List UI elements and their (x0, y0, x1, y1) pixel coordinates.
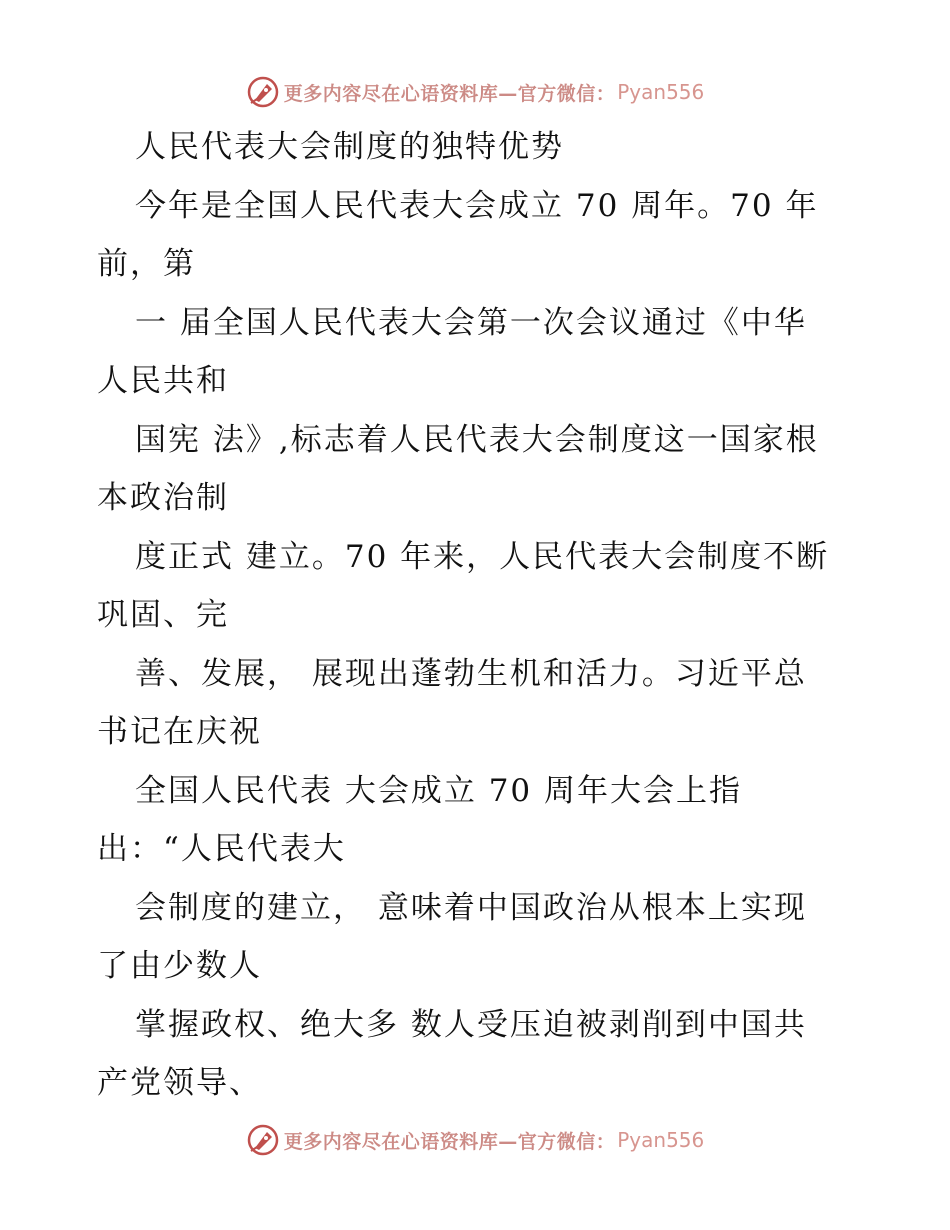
paragraph-line: 出：“人民代表大 (97, 831, 346, 867)
pen-nib-logo-icon (246, 75, 280, 109)
paragraph-line: 全国人民代表 大会成立 70 周年大会上指 (135, 772, 743, 809)
paragraph-line: 人民共和 (97, 363, 229, 399)
paragraph-line: 国宪 法》,标志着人民代表大会制度这一国家根 (135, 421, 819, 458)
paragraph-line: 产党领导、 (97, 1065, 262, 1101)
paragraph-line: 巩固、完 (97, 597, 229, 633)
paragraph-line: 善、发展， 展现出蓬勃生机和活力。习近平总 (135, 655, 807, 692)
pen-nib-logo-icon (246, 1123, 280, 1157)
paragraph-line: 一 届全国人民代表大会第一次会议通过《中华 (135, 304, 807, 341)
paragraph-line: 本政治制 (97, 480, 229, 516)
footer-watermark (0, 1120, 950, 1160)
watermark-text: 更多内容尽在心语资料库—官方微信： (283, 1130, 616, 1153)
paragraph-line: 书记在庆祝 (97, 714, 262, 750)
paragraph-line: 会制度的建立， 意味着中国政治从根本上实现 (135, 889, 807, 926)
header-watermark (0, 72, 950, 112)
document-body (97, 118, 857, 1113)
paragraph-line: 今年是全国人民代表大会成立 70 周年。70 年 (135, 187, 819, 224)
paragraph-line: 了由少数人 (97, 948, 262, 984)
watermark-wechat-id: Pyan556 (617, 80, 705, 104)
watermark-text: 更多内容尽在心语资料库—官方微信： (283, 82, 616, 105)
paragraph-line: 前，第 (97, 246, 196, 282)
paragraph-line: 掌握政权、绝大多 数人受压迫被剥削到中国共 (135, 1006, 807, 1043)
watermark-wechat-id: Pyan556 (617, 1128, 705, 1152)
document-title: 人民代表大会制度的独特优势 (135, 129, 564, 165)
paragraph-line: 度正式 建立。70 年来，人民代表大会制度不断 (135, 538, 830, 575)
